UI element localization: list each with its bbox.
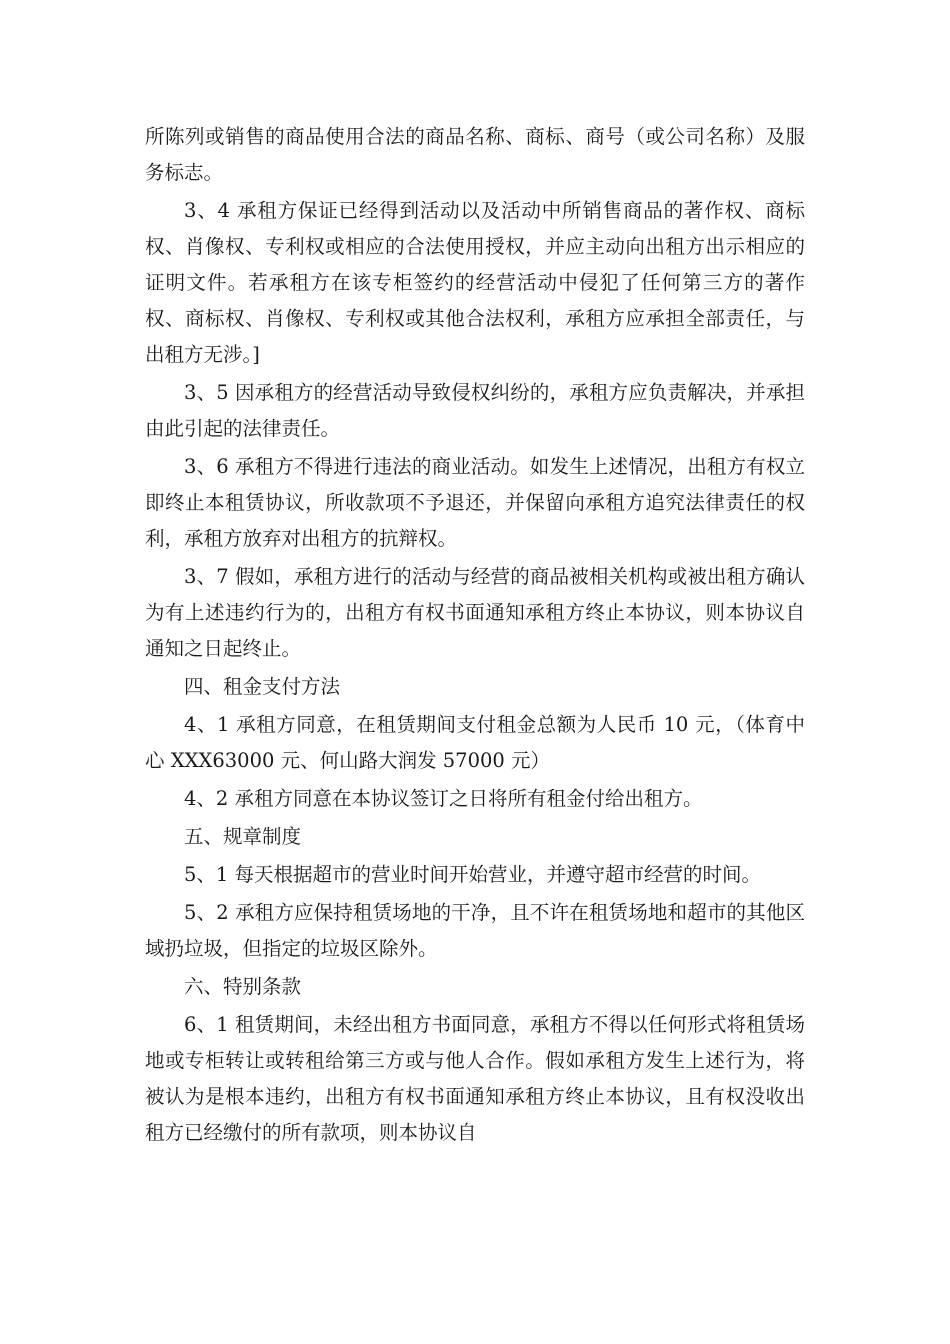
paragraph: 3、7 假如，承租方进行的活动与经营的商品被相关机构或被出租方确认为有上述违约行为的，出租方有权书面通知承租方终止本协议，则本协议自通知之日起终止。	[145, 565, 805, 660]
paragraph: 4、1 承租方同意，在租赁期间支付租金总额为人民币 10 元，（体育中心 XXX63000 元、何山路大润发 57000 元）	[145, 713, 805, 772]
section-heading: 六、特别条款	[184, 975, 302, 998]
section-heading: 五、规章制度	[184, 825, 302, 848]
paragraph: 3、4 承租方保证已经得到活动以及活动中所销售商品的著作权、商标权、肖像权、专利权或相应的合法使用授权，并应主动向出租方出示相应的证明文件。若承租方在该专柜签约的经营活动中侵犯了任何第三方的著作权、商标权、肖像权、专利权或其他合法权利，承租方应承担全部责任，与出租方无涉。]	[145, 199, 805, 366]
section-heading: 四、租金支付方法	[184, 675, 341, 698]
paragraph: 5、1 每天根据超市的营业时间开始营业，并遵守超市经营的时间。	[184, 863, 762, 886]
document-page	[145, 119, 805, 1151]
paragraph: 6、1 租赁期间，未经出租方书面同意，承租方不得以任何形式将租赁场地或专柜转让或转租给第三方或与他人合作。假如承租方发生上述行为，将被认为是根本违约，出租方有权书面通知承租方终止本协议，且有权没收出租方已经缴付的所有款项，则本协议自	[145, 1013, 805, 1144]
paragraph: 3、5 因承租方的经营活动导致侵权纠纷的，承租方应负责解决，并承担由此引起的法律责任。	[145, 381, 805, 440]
paragraph: 5、2 承租方应保持租赁场地的干净，且不许在租赁场地和超市的其他区域扔垃圾，但指定的垃圾区除外。	[145, 901, 805, 960]
paragraph: 3、6 承租方不得进行违法的商业活动。如发生上述情况，出租方有权立即终止本租赁协议，所收款项不予退还，并保留向承租方追究法律责任的权利，承租方放弃对出租方的抗辩权。	[145, 455, 805, 550]
paragraph: 4、2 承租方同意在本协议签订之日将所有租金付给出租方。	[184, 787, 703, 810]
paragraph: 所陈列或销售的商品使用合法的商品名称、商标、商号（或公司名称）及服务标志。	[145, 125, 805, 184]
